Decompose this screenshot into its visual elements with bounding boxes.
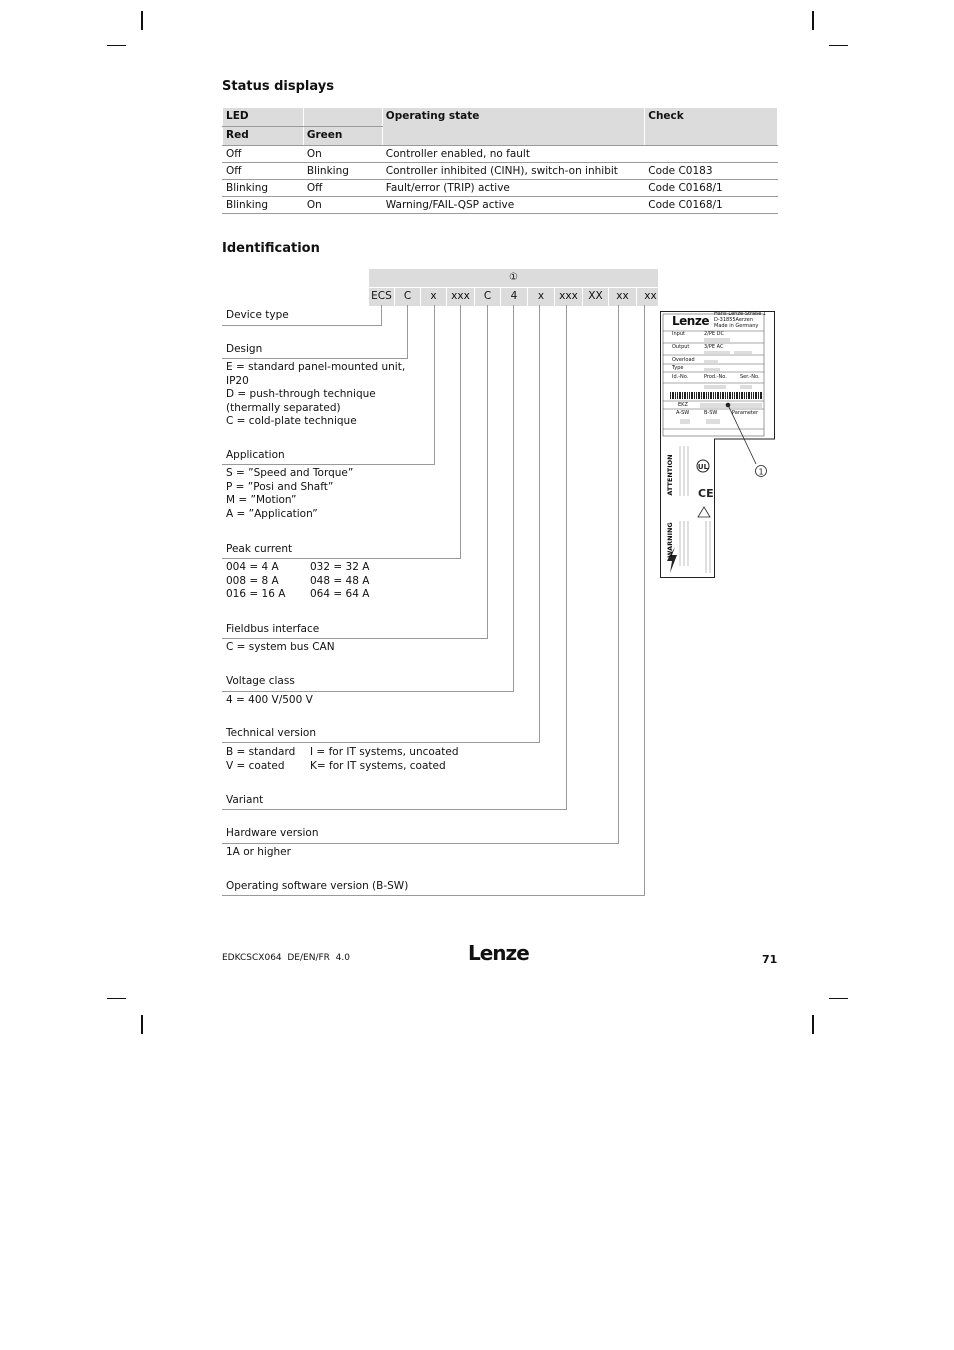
label-voltage: Voltage class bbox=[226, 675, 295, 687]
code-segment: 4 bbox=[501, 288, 528, 306]
connector-line bbox=[487, 305, 488, 638]
table-row bbox=[223, 197, 778, 214]
code-segment: xx bbox=[644, 290, 657, 302]
connector-line bbox=[566, 305, 567, 809]
label-device-type: Device type bbox=[226, 309, 289, 321]
nameplate-input-label: Input bbox=[672, 331, 685, 337]
table-row bbox=[223, 163, 778, 180]
crop-mark bbox=[812, 11, 814, 30]
cell-red: Off bbox=[223, 146, 304, 163]
header-led-empty bbox=[303, 108, 382, 127]
design-desc: E = standard panel-mounted unit, IP20 D = push-through technique (thermally separated) C = cold-plate technique bbox=[226, 361, 406, 428]
fieldbus-desc: C = system bus CAN bbox=[226, 641, 335, 653]
tech-col2: I = for IT systems, uncoated K= for IT systems, coated bbox=[310, 746, 459, 772]
cell-green: Blinking bbox=[303, 163, 382, 180]
nameplate-input-value: 2/PE DC bbox=[704, 331, 724, 337]
nameplate-svg bbox=[660, 311, 776, 579]
label-variant: Variant bbox=[226, 794, 264, 806]
code-segment: XX bbox=[583, 288, 609, 306]
rule bbox=[222, 843, 619, 844]
code-segment: C bbox=[475, 288, 501, 306]
connector-line bbox=[407, 305, 408, 358]
crop-mark bbox=[141, 1015, 143, 1034]
label-software-version: Operating software version (B-SW) bbox=[226, 880, 409, 892]
page-number: 71 bbox=[762, 953, 778, 966]
cell-green: Off bbox=[303, 180, 382, 197]
cell-state: Warning/FAIL-QSP active bbox=[382, 197, 644, 214]
identification-heading: Identification bbox=[222, 241, 320, 256]
crop-mark bbox=[141, 11, 143, 30]
rule bbox=[222, 358, 408, 359]
status-table bbox=[222, 107, 778, 214]
nameplate-parameter-label: Parameter bbox=[732, 410, 759, 416]
rule bbox=[222, 638, 488, 639]
footer-logo: Lenze bbox=[468, 941, 529, 965]
header-led: LED bbox=[223, 108, 304, 127]
callout-number: ① bbox=[369, 269, 658, 287]
code-segment: x bbox=[528, 288, 555, 306]
type-code-header bbox=[369, 269, 658, 305]
header-green: Green bbox=[303, 127, 382, 146]
rule bbox=[222, 691, 514, 692]
nameplate-asw-label: A-SW bbox=[676, 410, 690, 416]
code-segment: xxx bbox=[447, 288, 475, 306]
cell-green: On bbox=[303, 197, 382, 214]
nameplate-ser-label: Ser.-No. bbox=[740, 374, 760, 380]
label-hardware-version: Hardware version bbox=[226, 827, 319, 839]
footer-doc-id: EDKCSCX064 DE/EN/FR 4.0 bbox=[222, 953, 350, 963]
nameplate-illustration bbox=[660, 311, 776, 579]
header-operating-state: Operating state bbox=[382, 108, 644, 146]
nameplate-attention: ATTENTION bbox=[666, 454, 674, 496]
cell-check: Code C0183 bbox=[645, 163, 778, 180]
nameplate-overload-label: Overload bbox=[672, 357, 695, 363]
nameplate-ekz-label: EKZ bbox=[678, 402, 688, 408]
peak-current-col1: 004 = 4 A 008 = 8 A 016 = 16 A bbox=[226, 561, 286, 601]
nameplate-bsw-label: B-SW bbox=[704, 410, 718, 416]
rule bbox=[222, 742, 540, 743]
cell-state: Fault/error (TRIP) active bbox=[382, 180, 644, 197]
nameplate-prod-label: Prod.-No. bbox=[704, 374, 727, 380]
type-code-row bbox=[369, 287, 658, 306]
connector-line bbox=[539, 305, 540, 742]
crop-mark bbox=[107, 998, 126, 999]
code-segment: ECS bbox=[369, 288, 395, 306]
svg-text:1: 1 bbox=[758, 467, 764, 477]
connector-line bbox=[513, 305, 514, 691]
cell-red: Blinking bbox=[223, 180, 304, 197]
nameplate-output-label: Output bbox=[672, 344, 690, 350]
connector-line bbox=[644, 305, 645, 895]
rule bbox=[222, 809, 567, 810]
connector-line bbox=[434, 305, 435, 464]
cell-red: Off bbox=[223, 163, 304, 180]
table-row bbox=[223, 180, 778, 197]
crop-mark bbox=[812, 1015, 814, 1034]
cell-state: Controller inhibited (CINH), switch-on inhibit bbox=[382, 163, 644, 180]
code-segment: xxx bbox=[555, 288, 583, 306]
cell-red: Blinking bbox=[223, 197, 304, 214]
cell-check bbox=[645, 146, 778, 163]
cell-check: Code C0168/1 bbox=[645, 180, 778, 197]
svg-text:CE: CE bbox=[698, 487, 714, 500]
code-segment: xx bbox=[609, 288, 637, 306]
nameplate-warning: WARNING bbox=[666, 522, 674, 558]
nameplate-type-label: Type bbox=[672, 365, 684, 371]
tech-col1: B = standard V = coated bbox=[226, 746, 296, 772]
nameplate-output-value: 3/PE AC bbox=[704, 344, 724, 350]
code-segment: x bbox=[421, 288, 447, 306]
nameplate-address: Hans-Lenze-Straße 1 D-31855Aerzen Made in Germany bbox=[714, 311, 767, 329]
status-displays-heading: Status displays bbox=[222, 79, 334, 94]
voltage-desc: 4 = 400 V/500 V bbox=[226, 694, 313, 706]
crop-mark bbox=[107, 45, 126, 46]
connector-line bbox=[381, 305, 382, 325]
rule bbox=[222, 464, 435, 465]
cell-green: On bbox=[303, 146, 382, 163]
header-red: Red bbox=[223, 127, 304, 146]
nameplate-id-label: Id.-No. bbox=[672, 374, 689, 380]
rule bbox=[222, 558, 461, 559]
label-design: Design bbox=[226, 343, 263, 355]
cell-check: Code C0168/1 bbox=[645, 197, 778, 214]
crop-mark bbox=[829, 45, 848, 46]
crop-mark bbox=[829, 998, 848, 999]
application-desc: S = ”Speed and Torque” P = ”Posi and Shaft” M = ”Motion” A = ”Application” bbox=[226, 467, 354, 520]
label-application: Application bbox=[226, 449, 285, 461]
cell-state: Controller enabled, no fault bbox=[382, 146, 644, 163]
code-segment: C bbox=[395, 288, 421, 306]
nameplate-logo: Lenze bbox=[672, 314, 709, 328]
label-peak-current: Peak current bbox=[226, 543, 293, 555]
label-technical-version: Technical version bbox=[226, 727, 317, 739]
header-check: Check bbox=[645, 108, 778, 146]
rule bbox=[222, 325, 382, 326]
hardware-desc: 1A or higher bbox=[226, 846, 291, 858]
label-fieldbus: Fieldbus interface bbox=[226, 623, 320, 635]
rule bbox=[222, 895, 645, 896]
connector-line bbox=[460, 305, 461, 558]
peak-current-col2: 032 = 32 A 048 = 48 A 064 = 64 A bbox=[310, 561, 370, 601]
connector-line bbox=[618, 305, 619, 843]
table-row bbox=[223, 146, 778, 163]
svg-text:UL: UL bbox=[697, 463, 709, 471]
